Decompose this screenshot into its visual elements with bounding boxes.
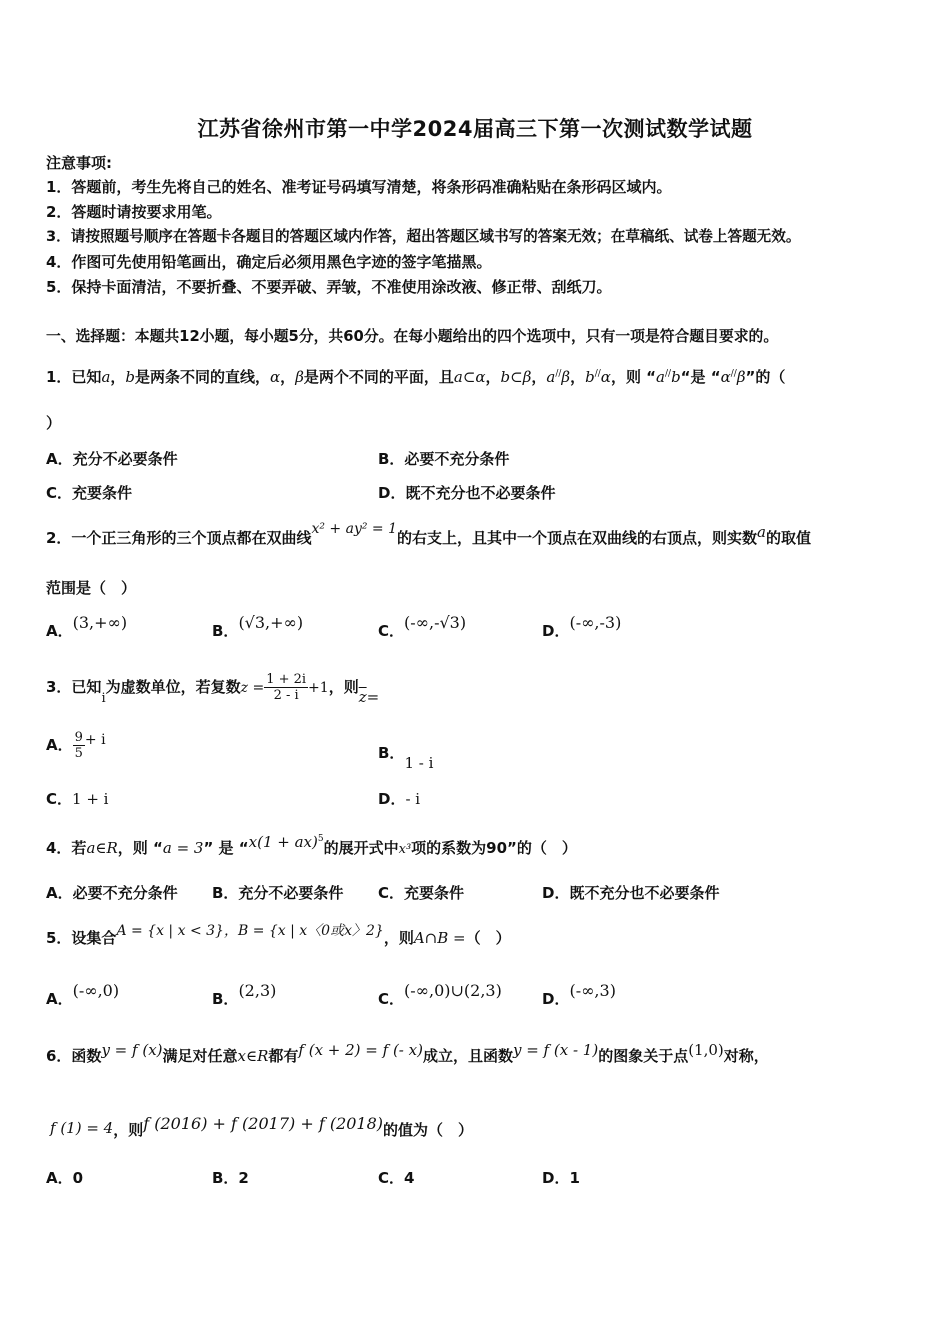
q2-var: a: [757, 523, 766, 541]
parallel-symbol: //: [594, 369, 601, 379]
q6-functional-equation: f (x + 2) = f (- x): [298, 1041, 423, 1059]
q4-condition: a∈R: [86, 839, 118, 857]
q1-text: 是两条不同的直线，: [135, 368, 271, 386]
parallel-symbol: //: [555, 369, 562, 379]
q6-text: 的值为（ ）: [383, 1121, 474, 1139]
option-label: B．: [378, 744, 405, 762]
q6-option-b[interactable]: B．2: [212, 1169, 249, 1187]
q6-text: 对称，: [723, 1047, 769, 1065]
option-label: A．: [46, 990, 73, 1008]
notice-item: 1．答题前，考生先将自己的姓名、准考证号码填写清楚，将条形码准确粘贴在条形码区域内。: [46, 178, 672, 196]
page-title: 江苏省徐州市第一中学2024届高三下第一次测试数学试题: [197, 117, 753, 141]
q4-text: 项的系数为90”的（ ）: [411, 839, 577, 857]
q1-beta: β: [561, 368, 571, 386]
question-5-stem: [46, 923, 511, 949]
q6-text: ，则: [113, 1121, 144, 1139]
q4-equation: a = 3: [162, 839, 204, 857]
option-value: (-∞,0)∪(2,3): [404, 981, 502, 1000]
question-6-line2: [50, 1114, 474, 1140]
q3-plus-one: +1: [308, 680, 329, 696]
q6-sum-expression: f (2016) + f (2017) + f (2018): [143, 1114, 384, 1133]
option-label: B．: [212, 622, 239, 640]
q6-text: 的图象关于点: [598, 1047, 689, 1065]
option-value: (3,+∞): [72, 613, 128, 632]
q3-text: ，则: [328, 678, 359, 696]
q3-equals: =: [366, 688, 380, 706]
q6-option-c[interactable]: C．4: [378, 1169, 415, 1187]
q4-x-cubed: x³: [398, 842, 412, 857]
question-6-stem: [46, 1041, 769, 1066]
q6-option-d[interactable]: D．1: [542, 1169, 580, 1187]
option-value: (-∞,-√3): [404, 613, 467, 632]
option-label: C．: [46, 790, 73, 808]
fraction-denominator: 2 - i: [273, 688, 299, 703]
q1-close-paren: ）: [46, 414, 62, 432]
parallel-symbol: //: [730, 369, 737, 379]
q6-point: (1,0): [688, 1041, 724, 1059]
question-3-stem: [46, 672, 380, 706]
fraction-numerator: 1 + 2i: [266, 672, 307, 687]
q3-z-equals: z =: [240, 680, 265, 696]
q3-option-c[interactable]: [46, 788, 108, 809]
option-value: + i: [84, 732, 106, 748]
q4-option-c[interactable]: C．充要条件: [378, 884, 465, 902]
q2-text: 的右支上，且其中一个顶点在双曲线的右顶点，则实数: [397, 529, 758, 547]
q1-var-b: b: [671, 368, 681, 386]
q1-text: “是 “: [680, 368, 721, 386]
q4-exponent: 5: [317, 834, 324, 844]
question-2-stem: [46, 521, 811, 549]
q5-option-a[interactable]: [46, 981, 120, 1009]
q1-var-b: b: [585, 368, 595, 386]
q3-imag-unit: i: [101, 691, 106, 706]
option-value: (√3,+∞): [238, 613, 304, 632]
q6-text: 都有: [268, 1047, 299, 1065]
q2-line2: 范围是（ ）: [46, 579, 137, 597]
q5-prefix: 5．设集合: [46, 929, 117, 947]
q3-prefix: 3．已知: [46, 678, 102, 696]
option-label: D．: [542, 990, 570, 1008]
q4-prefix: 4．若: [46, 839, 87, 857]
q1-beta: β: [295, 368, 304, 386]
option-label: D．: [378, 790, 406, 808]
option-label: B．: [212, 990, 239, 1008]
option-value: (-∞,0): [72, 981, 120, 1000]
q6-shifted-function: y = f (x - 1): [512, 1041, 599, 1059]
q2-option-a[interactable]: [46, 613, 128, 641]
notice-item: 5．保持卡面清洁，不要折叠、不要弄破、弄皱，不准使用涂改液、修正带、刮纸刀。: [46, 278, 612, 296]
q1-text: ，则 “: [610, 368, 657, 386]
option-value: 1 - i: [404, 754, 434, 772]
q1-cond: b⊂β: [500, 368, 532, 386]
q2-equation: x² + ay² = 1: [311, 521, 397, 537]
q6-initial-value: f (1) = 4: [50, 1119, 114, 1137]
section-heading: 一、选择题：本题共12小题，每小题5分，共60分。在每小题给出的四个选项中，只有一项是符合题目要求的。: [46, 328, 779, 345]
q2-prefix: 2．一个正三角形的三个顶点都在双曲线: [46, 529, 312, 547]
q1-option-c[interactable]: C．充要条件: [46, 484, 133, 502]
q2-text: 的取值: [765, 529, 811, 547]
q2-option-d[interactable]: [542, 613, 622, 641]
option-value: (2,3): [238, 981, 277, 1000]
q1-text: 是两个不同的平面，且: [303, 368, 454, 386]
parallel-symbol: //: [664, 369, 672, 379]
q1-beta: β: [736, 368, 746, 386]
q4-text: ，则 “: [117, 839, 163, 857]
option-value: 1 + i: [72, 790, 109, 808]
question-4-stem: [46, 835, 577, 860]
q2-option-b[interactable]: [212, 613, 304, 641]
q3-option-d[interactable]: [378, 788, 420, 809]
q5-option-d[interactable]: [542, 981, 616, 1009]
option-label: C．: [378, 990, 405, 1008]
q1-var-a: a: [656, 368, 665, 386]
notice-heading: 注意事项:: [46, 154, 112, 172]
q6-option-a[interactable]: A．0: [46, 1169, 84, 1187]
q6-domain: x∈R: [237, 1047, 269, 1065]
option-label: C．: [378, 622, 405, 640]
q6-text: 满足对任意: [162, 1047, 238, 1065]
notice-item: 3．请按照题号顺序在答题卡各题目的答题区域内作答，超出答题区域书写的答案无效；在草稿纸、试卷上答题无效。: [46, 228, 801, 245]
q1-alpha: α: [270, 368, 281, 386]
fraction-denominator: 5: [74, 746, 83, 761]
q1-comma: ，: [280, 368, 296, 386]
q4-text: ” 是 “: [203, 839, 249, 857]
q3-option-b[interactable]: [378, 742, 434, 772]
q1-var-a: a: [101, 368, 111, 386]
q4-option-b[interactable]: B．充分不必要条件: [212, 884, 344, 902]
q4-option-a[interactable]: A．必要不充分条件: [46, 884, 178, 902]
q1-comma: ，: [531, 368, 547, 386]
q4-expression: x(1 + ax): [248, 833, 318, 851]
q1-comma: ，: [110, 368, 126, 386]
q5-option-b[interactable]: [212, 981, 277, 1009]
q6-function: y = f (x): [101, 1041, 163, 1059]
q5-text: ，则: [383, 929, 414, 947]
q1-alpha: α: [720, 368, 731, 386]
question-1-stem: [46, 364, 785, 387]
q3-option-a-fraction: [73, 730, 85, 761]
q1-comma: ，: [485, 368, 501, 386]
q5-intersection: A∩B =: [413, 929, 466, 947]
option-label: D．: [542, 622, 570, 640]
q3-z-bar: $\overline{z}$: [358, 688, 367, 706]
q1-var-b: b: [125, 368, 136, 386]
option-label: A．: [46, 736, 73, 754]
q1-alpha: α: [600, 368, 611, 386]
notice-item: 4．作图可先使用铅笔画出，确定后必须用黑色字迹的签字笔描黑。: [46, 253, 492, 271]
q1-option-d[interactable]: D．既不充分也不必要条件: [378, 484, 556, 502]
q3-option-a[interactable]: [46, 730, 106, 761]
q5-set-a: A = {x | x < 3}，: [116, 923, 238, 939]
q1-text: ”的（: [745, 368, 786, 386]
option-label: A．: [46, 622, 73, 640]
q2-option-c[interactable]: [378, 613, 467, 641]
option-value: (-∞,3): [569, 981, 616, 1000]
q6-text: 成立，且函数: [422, 1047, 513, 1065]
q1-comma: ，: [570, 368, 586, 386]
q3-text: 为虚数单位，若复数: [105, 678, 241, 696]
option-value: - i: [405, 790, 421, 808]
q1-option-a[interactable]: A．充分不必要条件: [46, 450, 178, 468]
q5-text: （ ）: [465, 929, 511, 947]
q4-option-d[interactable]: D．既不充分也不必要条件: [542, 884, 720, 902]
fraction-numerator: 9: [74, 730, 83, 745]
q1-option-b[interactable]: B．必要不充分条件: [378, 450, 510, 468]
q5-option-c[interactable]: [378, 981, 502, 1009]
q5-set-b: B = {x | x〈0或x〉2}: [237, 923, 384, 939]
option-value: (-∞,-3): [569, 613, 622, 632]
notice-item: 2．答题时请按要求用笔。: [46, 203, 222, 221]
q3-fraction: [264, 672, 308, 703]
q6-prefix: 6．函数: [46, 1047, 102, 1065]
q1-prefix: 1．已知: [46, 368, 102, 386]
q1-cond: a⊂α: [453, 368, 486, 386]
q1-var-a: a: [546, 368, 556, 386]
q4-text: 的展开式中: [323, 839, 399, 857]
